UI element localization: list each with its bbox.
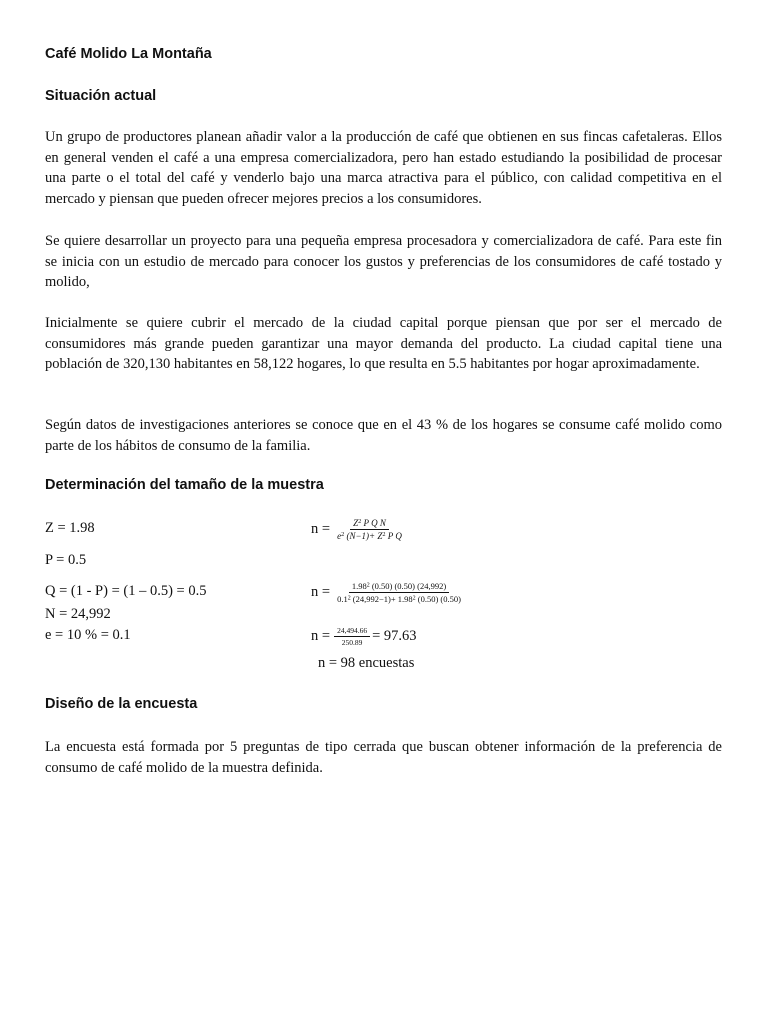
computation-formula	[311, 614, 417, 658]
paragraph-encuesta: La encuesta está formada por 5 preguntas de tipo cerrada que buscan obtener información de la preferencia de consumo de café molido de la muestra definida.	[45, 739, 722, 776]
final-sample-size: n = 98 encuestas	[318, 655, 415, 671]
variable-e: e = 10 % = 0.1	[45, 627, 131, 643]
variable-q: Q = (1 - P) = (1 – 0.5) = 0.5	[45, 583, 207, 599]
substitution-formula	[311, 570, 464, 614]
formula-prefix: n =	[311, 520, 331, 537]
variable-p: P = 0.5	[45, 552, 87, 568]
formula-fraction	[334, 518, 405, 541]
section-heading-encuesta: Diseño de la encuesta	[45, 696, 198, 712]
computation-prefix: n =	[311, 627, 331, 644]
formula-denominator: $e^2$ $(N-1)+ Z^2$ P Q	[337, 530, 402, 541]
document-title: Café Molido La Montaña	[45, 46, 212, 62]
computation-denominator: 250.89	[341, 637, 363, 647]
section-heading-muestra: Determinación del tamaño de la muestra	[45, 477, 324, 493]
computation-numerator: 24,494.66	[334, 626, 370, 637]
substitution-numerator: 1.98$^2$ (0.50) (0.50) (24,992)	[349, 581, 449, 593]
paragraph-2: Se quiere desarrollar un proyecto para una pequeña empresa procesadora y comercializadora de café. Para este fin se inicia con un estudio de mercado para conocer los gustos y preferencias de los consumidores de café tostado y molido,	[45, 233, 722, 291]
formula-numerator: $Z^2$ P Q N	[350, 518, 389, 530]
paragraph-4: Según datos de investigaciones anteriores se conoce que en el 43 % de los hogares se consume café molido como parte de los hábitos de consumo de la familia.	[45, 417, 722, 454]
variable-z: Z = 1.98	[45, 520, 95, 536]
paragraph-3: Inicialmente se quiere cubrir el mercado de la ciudad capital porque piensan que por ser el mercado de consumidores más grande pueden garantizar una mayor demanda del producto. La ciudad capital tiene una población de 320,130 habitantes en 58,122 hogares, lo que resulta en 5.5 habitantes por hogar aproximadamente.	[45, 315, 722, 373]
computation-result: = 97.63	[372, 627, 417, 644]
substitution-prefix: n =	[311, 583, 331, 600]
paragraph-1: Un grupo de productores planean añadir valor a la producción de café que obtienen en sus fincas cafetaleras. Ellos en general venden el café a una empresa comercializadora, pero han estado estudiando la posibilidad de procesar una parte o el total del café y venderlo bajo una marca atractiva para el público, con calidad competitiva en el mercado y piensan que pueden ofrecer mejores precios a los consumidores.	[45, 129, 722, 208]
variable-n: N = 24,992	[45, 606, 111, 622]
section-heading-situacion: Situación actual	[45, 88, 157, 104]
computation-fraction	[334, 626, 370, 647]
substitution-fraction	[334, 581, 464, 604]
sample-size-formula	[311, 507, 405, 551]
substitution-denominator: $0.1^2$ $(24,992-1)+ 1.98^2$ (0.50) (0.50)	[337, 593, 461, 604]
